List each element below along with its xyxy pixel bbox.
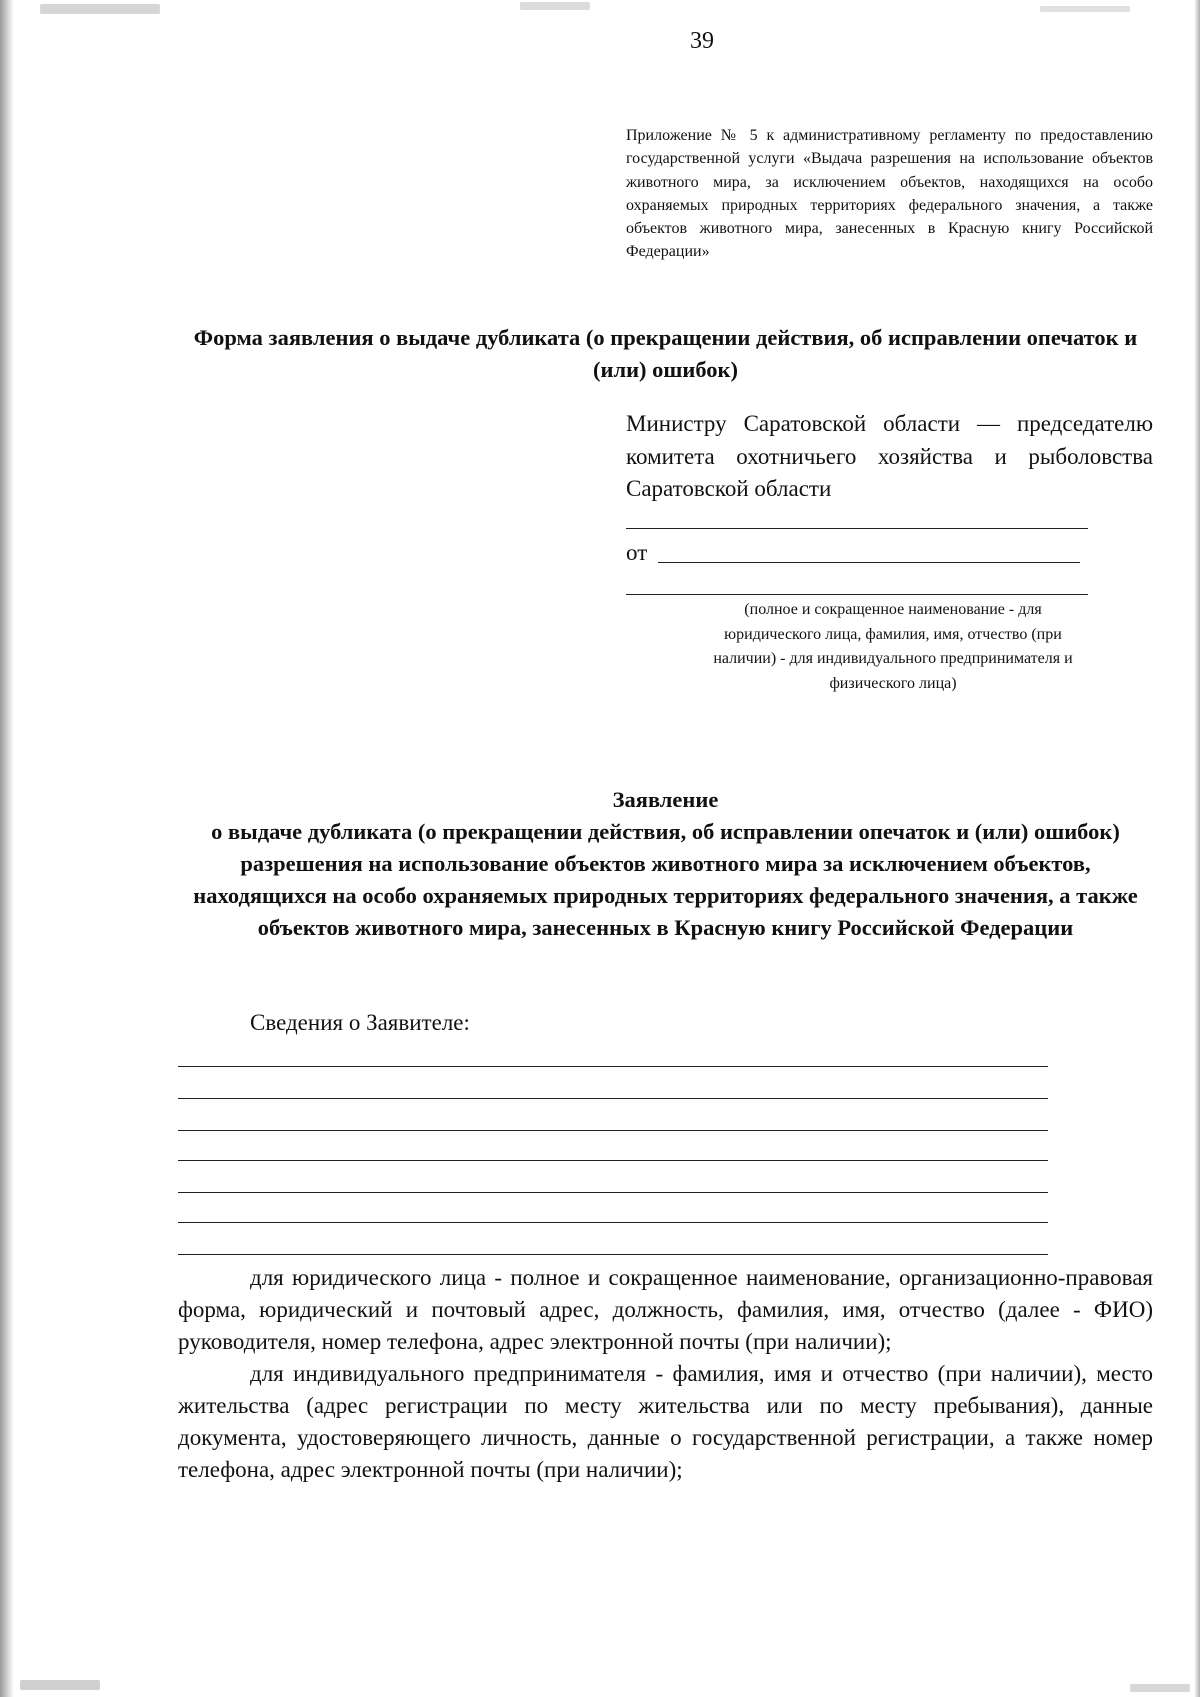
- entrepreneur-paragraph: для индивидуального предпринимателя - фамилия, имя и отчество (при наличии), место жительства (адрес регистрации по месту жительства или по месту пребывания), данные документа, удостоверяющего личность, данные о государственной регистрации, а также номер телефона, адрес электронной почты (при наличии);: [178, 1361, 1153, 1482]
- appendix-note: Приложение № 5 к административному регламенту по предоставлению государственной услуги «Выдача разрешения на использование объектов животного мира, за исключением объектов, находящихся на особо охраняемых природных территориях федерального значения, а также объектов животного мира, занесенных в Красную книгу Российской Федерации»: [626, 127, 1153, 261]
- statement-heading: Заявление: [612, 787, 719, 812]
- statement-title: [178, 784, 1153, 944]
- scan-speck: [40, 4, 160, 14]
- scan-speck: [1040, 6, 1130, 12]
- form-title: Форма заявления о выдаче дубликата (о прекращении действия, об исправлении опечаток и (или) ошибок): [193, 325, 1138, 382]
- applicant-instructions: [178, 1262, 1153, 1486]
- addressee-block: Министру Саратовской области — председателю комитета охотничьего хозяйства и рыболовства Саратовской области: [626, 411, 1153, 501]
- addressee-line-2[interactable]: [626, 594, 1088, 595]
- scan-speck: [20, 1680, 100, 1690]
- applicant-line-6[interactable]: [178, 1222, 1048, 1223]
- statement-subject: о выдаче дубликата (о прекращении действия, об исправлении опечаток и (или) ошибок) разрешения на использование объектов животного мира за исключением объектов, находящихся на особо охраняемых природных территориях федерального значения, а также объектов животного мира, занесенных в Красную книгу Российской Федерации: [193, 819, 1138, 940]
- page-number: 39: [690, 28, 714, 54]
- applicant-line-7[interactable]: [178, 1254, 1048, 1255]
- name-hint: (полное и сокращенное наименование - для юридического лица, фамилия, имя, отчество (при наличии) - для индивидуального предпринимателя и физического лица): [713, 601, 1073, 692]
- scan-edge-right: [1194, 0, 1200, 1697]
- applicant-line-5[interactable]: [178, 1192, 1048, 1193]
- applicant-info-label: Сведения о Заявителе:: [250, 1010, 470, 1035]
- scan-speck: [520, 2, 590, 10]
- applicant-line-1[interactable]: [178, 1066, 1048, 1067]
- applicant-line-2[interactable]: [178, 1098, 1048, 1099]
- legal-entity-paragraph: для юридического лица - полное и сокращенное наименование, организационно-правовая форма, юридический и почтовый адрес, должность, фамилия, имя, отчество (далее - ФИО) руководителя, номер телефона, адрес электронной почты (при наличии);: [178, 1265, 1153, 1354]
- from-label: от: [626, 540, 648, 565]
- scan-speck: [1130, 1684, 1190, 1692]
- scan-edge-left: [0, 0, 14, 1697]
- applicant-line-3[interactable]: [178, 1130, 1048, 1131]
- applicant-line-4[interactable]: [178, 1160, 1048, 1161]
- from-line[interactable]: [658, 562, 1080, 563]
- addressee-line-1[interactable]: [626, 528, 1088, 529]
